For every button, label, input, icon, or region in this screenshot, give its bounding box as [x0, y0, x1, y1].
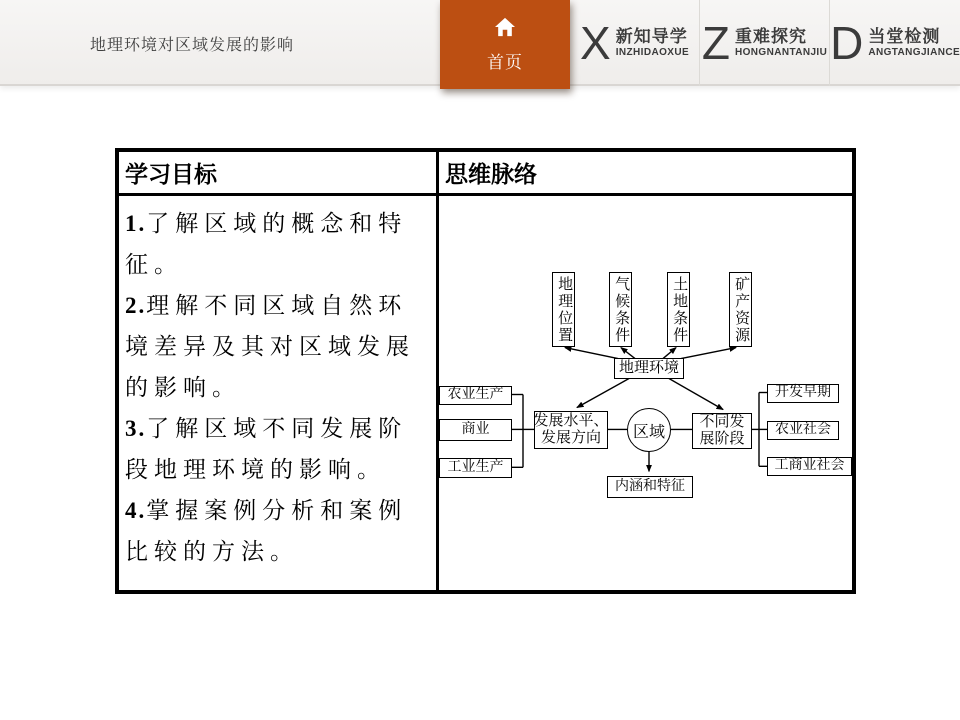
objective-text: 了解区域的概念和特征。 [125, 211, 408, 277]
development-level-line2: 发展方向 [540, 430, 601, 446]
tab-initial-letter: D [830, 17, 864, 69]
objective-item [125, 203, 431, 285]
mind-map-header: 思维脉络 [445, 161, 537, 187]
mind-map-cell [439, 196, 852, 590]
tab-label: 重难探究 [735, 27, 807, 47]
home-icon [494, 17, 516, 42]
tab-xinzhidaoxue[interactable] [570, 0, 699, 86]
home-label: 首页 [487, 52, 523, 72]
stage-box-industrial-commercial-society: 工商业社会 [767, 457, 852, 476]
geo-environment-box: 地理环境 [614, 358, 684, 379]
connotation-features-box: 内涵和特征 [607, 476, 693, 498]
tab-dangtangjiance[interactable] [829, 0, 960, 86]
objective-number: 4. [125, 498, 147, 523]
sector-box-agriculture: 农业生产 [439, 386, 512, 405]
tab-initial-letter: Z [701, 17, 730, 69]
development-stage-line2: 展阶段 [699, 431, 745, 447]
objective-text: 了解区域不同发展阶段地理环境的影响。 [125, 416, 408, 482]
factor-box-land: 土地条件 [667, 272, 690, 347]
factor-box-location: 地理位置 [552, 272, 575, 347]
sector-box-commerce: 商业 [439, 419, 512, 441]
stage-box-early-development: 开发早期 [767, 384, 839, 403]
objective-number: 2. [125, 293, 147, 318]
tab-initial-letter: X [580, 17, 611, 69]
tab-zhongnantanjiu[interactable] [699, 0, 829, 86]
development-level-box [534, 411, 608, 449]
region-circle: 区域 [627, 408, 671, 452]
tab-label: 新知导学 [615, 27, 688, 47]
tab-pinyin: INZHIDAOXUE [615, 46, 690, 58]
factor-box-climate: 气候条件 [609, 272, 632, 347]
objective-number: 3. [125, 416, 147, 441]
objective-item [125, 408, 431, 490]
table-body-row [119, 196, 852, 590]
nav-tabs [570, 0, 960, 86]
content-table [115, 148, 856, 594]
concept-diagram [439, 196, 852, 590]
learning-goals-header: 学习目标 [119, 152, 439, 193]
tab-pinyin: ANGTANGJIANCE [868, 46, 960, 58]
objective-number: 1. [125, 211, 147, 236]
table-header-row [119, 152, 852, 196]
development-stage-line1: 不同发 [699, 413, 745, 430]
objectives-list [119, 196, 436, 572]
objective-text: 掌握案例分析和案例比较的方法。 [125, 498, 408, 564]
objective-item [125, 285, 431, 408]
tab-home[interactable] [440, 0, 570, 89]
factor-box-minerals: 矿产资源 [729, 272, 752, 347]
stage-box-agricultural-society: 农业社会 [767, 421, 839, 440]
objective-text: 理解不同区域自然环境差异及其对区域发展的影响。 [125, 293, 415, 400]
tab-label: 当堂检测 [868, 27, 941, 47]
learning-goals-cell [119, 196, 439, 590]
sector-box-industry: 工业生产 [439, 458, 512, 478]
objective-item [125, 490, 431, 572]
page-title: 地理环境对区域发展的影响 [90, 36, 295, 54]
tab-pinyin: HONGNANTANJIU [735, 46, 828, 58]
development-level-line1: 发展水平、 [533, 412, 609, 429]
development-stage-box [692, 413, 752, 449]
